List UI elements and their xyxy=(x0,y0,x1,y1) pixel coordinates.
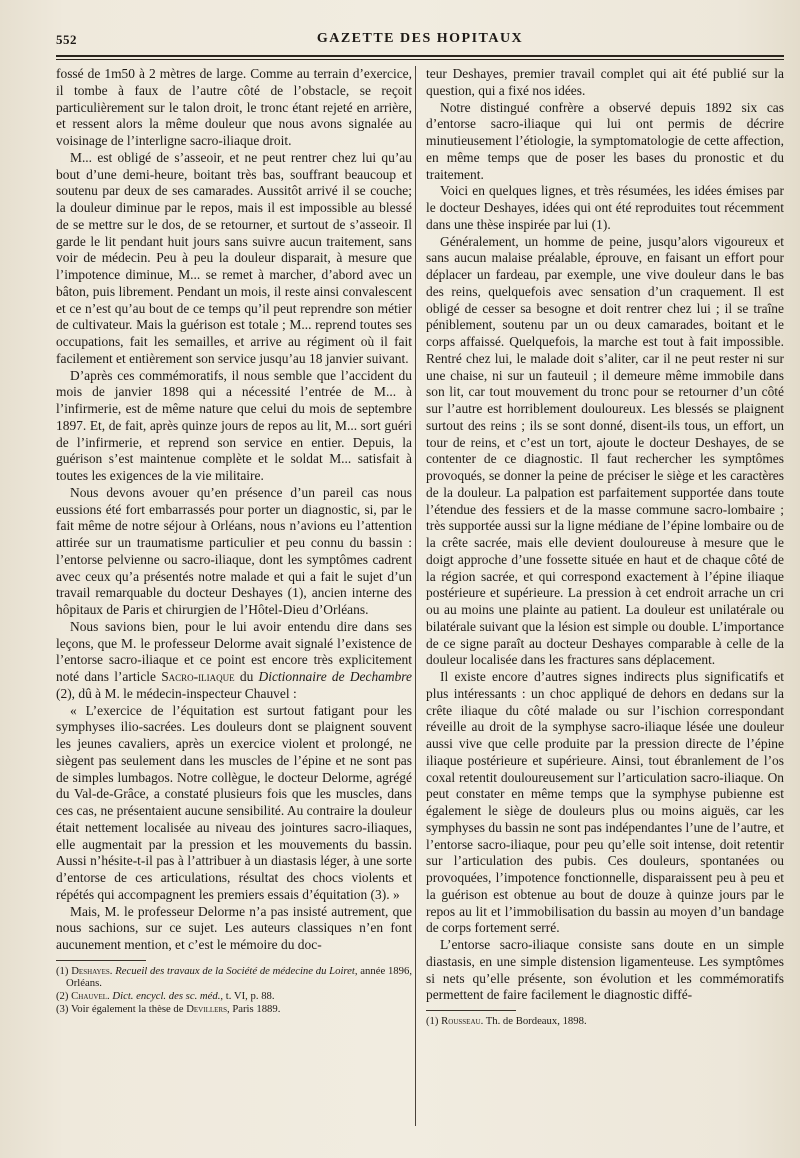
text-run: , Paris 1889. xyxy=(226,1002,281,1015)
text-run: (1) xyxy=(426,1015,442,1027)
article-title: Sacro-iliaque xyxy=(161,669,235,684)
publication-title: Recueil des travaux de la Société de médecine du Loiret xyxy=(115,964,355,977)
page-number: 552 xyxy=(56,32,77,47)
text-run: . Th. de Bordeaux, 1898. xyxy=(480,1015,587,1027)
author-name: Deshayes xyxy=(71,964,110,977)
text-run: (2) xyxy=(56,989,72,1002)
text-run: du xyxy=(234,669,259,684)
paragraph: teur Deshayes, premier travail complet qui ait été publié sur la question, qui a fixé nos idées. xyxy=(426,66,784,98)
footnote xyxy=(56,990,412,1003)
dictionary-title: Dictionnaire de Dechambre xyxy=(258,669,412,684)
paragraph: Mais, M. le professeur Delorme n’a pas insisté autrement, que nous sachions, sur ce sujet. Les auteurs classiques n’en font aucunement mention, et c’est le mémoire du doc- xyxy=(56,903,412,952)
left-column xyxy=(56,66,412,1126)
paragraph: Nous devons avouer qu’en présence d’un pareil cas nous eussions été fort embarrassés pour porter un diagnostic, si, par le fait même de notre séjour à Orléans, nous n’avions eu l’attention attirée sur un traumatisme particulier et peu connu du bassin : l’entorse pelvienne ou sacro-iliaque, dont les symptômes cadrent avec ceux qu’a présentés notre malade et qui a fait le sujet d’un travail remarquable du docteur Deshayes (1), ancien interne des hôpitaux de Paris et chirurgien de l’Hôtel-Dieu d’Orléans. xyxy=(56,484,412,617)
text-run: (2), dû à M. le médecin-inspecteur Chauvel : xyxy=(56,685,297,701)
paragraph: Notre distingué confrère a observé depuis 1892 six cas d’entorse sacro-iliaque qui lui ont permis de décrire minutieusement l’étiologie, la symptomatologie de cette affection, en même temps que de poser les bases du pronostic et du traitement. xyxy=(426,99,784,182)
paragraph: Généralement, un homme de peine, jusqu’alors vigoureux et sans aucun malaise préalable, éprouve, en faisant un effort pour déplacer un fardeau, par exemple, une vive douleur dans le bas des reins, quelquefois avec sensation d’un craquement. Il est obligé de cesser sa besogne et doit rentrer chez lui ; il se traîne péniblement, soutenu par un ou deux camarades, boitant et le corps affaissé. Quelquefois, la marche est tout à fait impossible. Rentré chez lui, le malade doit s’aliter, car il ne peut rester ni sur une chaise, ni sur un fauteuil ; il demeure même immobile dans son lit, car tout mouvement du tronc pour se retourner d’un côté sur l’autre est horriblement douloureux. Les blessés se plaignent surtout des reins ; ils se sont donné, disent-ils tous, un effort, un tour de reins, et c’est un tort, ajoute le docteur Deshayes, de se contenter de ce diagnostic. Il faut rechercher les symptômes provoqués, se donner la peine de préciser le siège et les caractères de la douleur. La palpation est parfaitement supportée dans toute l’étendue des fessiers et de la masse commune sacro-lombaire ; très supportée aussi sur la ligne médiane de l’épine lombaire ou de la crête sacrée, mais elle devient douloureuse à mesure que le doigt approche d’une fossette située en haut et de chaque côté de la région sacrée, et qui correspond exactement à l’épine iliaque postérieure et supérieure. La pression à cet endroit arrache un cri ou au moins une plainte au patient. La douleur est unilatérale ou bilatérale suivant que la lésion est simple ou double. L’importance de ce signe paraît au docteur Deshayes comparable à celle de la douleur localisée dans les fractures sans déplacement. xyxy=(426,233,784,668)
paragraph: L’entorse sacro-iliaque consiste sans doute en un simple diastasis, en une simple distension ligamenteuse. Les symptômes si nets qu’elle présente, son évolution et les commémoratifs permettent de faire facilement le diagnostic diffé- xyxy=(426,937,784,1003)
paragraph: Il existe encore d’autres signes indirects plus significatifs et plus intéressants : un choc appliqué de dehors en dedans sur la crête iliaque du côté malade ou sur l’ischion correspondant réveille au droit de la symphyse sacro-iliaque lésée une douleur aussi vive que celle produite par la pression directe de l’épine iliaque postérieure et supérieure. Ainsi, tout ébranlement de l’os coxal retentit douloureusement sur l’articulation sacro-iliaque. On peut constater en même temps que la symphyse pubienne est également le siège de douleurs plus ou moins aiguës, car les symphyses du bassin ne sont pas indépendantes l’une de l’autre, et l’entorse sacro-iliaque, pour peu qu’elle soit intense, doit retentir sur l’articulation des pubis. Ces douleurs, spontanées ou provoquées, l’impotence fonctionnelle, disparaissent peu à peu et la guérison est obtenue au bout de douze à quinze jours par le repos au lit et l’immobilisation du bassin au moyen d’un bandage de corps fortement serré. xyxy=(426,669,784,936)
author-name: Rousseau xyxy=(441,1015,481,1027)
paragraph: M... est obligé de s’asseoir, et ne peut rentrer chez lui qu’au bout d’une demi-heure, boitant très bas, souffrant beaucoup et soutenu par deux de ses camarades. Aussitôt arrivé il se couche; la douleur diminue par le repos, mais il est impossible au blessé de se mettre sur le dos, de se retourner, et surtout de s’asseoir. Il garde le lit pendant huit jours sans suivre aucun traitement, sans voir de médecin. Peu à peu la douleur disparait, à mesure que l’impotence diminue, M... se remet à marcher, d’abord avec un bâton, puis librement. Pendant un mois, il reste ainsi convalescent et ce n’est qu’au bout de ce temps qu’il peut reprendre son métier de cultivateur. Mais la guérison est totale ; M... reprend toutes ses occupations, fait les semailles, et arrive au régiment où il fait facilement et entièrement son service jusqu’au 18 janvier suivant. xyxy=(56,149,412,366)
text-run: . xyxy=(107,989,113,1002)
quotation: « L’exercice de l’équitation est surtout fatigant pour les symphyses ilio-sacrées. Les douleurs dont se plaignent souvent les jeunes cavaliers, après un exercice violent et prolongé, ne siègent pas seulement dans les muscles de l’épine et ne sont pas de simples lumbagos. Notre collègue, le docteur Delorme, agrégé du Val-de-Grâce, a constaté plusieurs fois que les muscles, dans ces cas, ne présentaient aucune sensibilité. Au contraire la douleur était nettement localisée au niveau des jointures sacro-iliaques, elle augmentait par la pression et les mouvements du bassin. Aussi n’hésite-t-il pas à l’attribuer à un diastasis léger, à une sorte d’entorse de ces articulations, résultat des chocs violents et répétés qui accompagnent les premiers essais d’équitation (3). » xyxy=(56,702,412,902)
column-divider xyxy=(415,66,416,1126)
footnote-rule xyxy=(426,1010,516,1011)
footnote xyxy=(426,1015,784,1028)
paragraph: Voici en quelques lignes, et très résumées, les idées émises par le docteur Deshayes, idées qui ont été reproduites tout récemment dans une thèse inspirée par lui (1). xyxy=(426,183,784,232)
footnote xyxy=(56,965,412,990)
paragraph: D’après ces commémoratifs, il nous semble que l’accident du mois de janvier 1898 qui a nécessité l’entrée de M... à l’infirmerie, est de même nature que celui du mois de septembre 1897. Et, de fait, après quinze jours de repos au lit, M... sort guéri de l’infirmerie, et reprend son service en entier. Depuis, la guérison s’est maintenue complète et le soldat M... satisfait à toutes les exigences de la vie militaire. xyxy=(56,367,412,483)
text-run: . xyxy=(109,964,116,977)
header-rule xyxy=(56,55,784,57)
paragraph xyxy=(56,619,412,703)
running-title: GAZETTE DES HOPITAUX xyxy=(316,31,524,46)
author-name: Devillers xyxy=(186,1002,227,1015)
text-run: , t. VI, p. 88. xyxy=(220,989,275,1002)
footnote xyxy=(56,1003,412,1016)
text-run: (1) xyxy=(56,964,72,977)
page-header xyxy=(56,24,784,58)
footnote-rule xyxy=(56,960,146,961)
header-rule-thin xyxy=(56,59,784,60)
publication-title: Dict. encycl. des sc. méd. xyxy=(112,989,221,1002)
text-run: Nous savions bien, pour le lui avoir entendu dire dans ses leçons, que M. le professeur Delorme avait signalé l’existence de l’entorse sacro-iliaque et ce point est encore très explicitement noté dans l’article xyxy=(56,618,412,684)
author-name: Chauvel xyxy=(71,989,108,1002)
paragraph: fossé de 1m50 à 2 mètres de large. Comme au terrain d’exercice, il tombe à faux de l’autre côté de l’obstacle, se reçoit particulièrement sur le talon droit, le tronc étant rejeté en arrière, et ressent alors la même douleur que nous avons signalée au voisinage de l’interligne sacro-iliaque droit. xyxy=(56,66,412,148)
text-run: (3) Voir également la thèse de xyxy=(56,1002,187,1015)
right-column xyxy=(426,66,784,1126)
text-run: , année 1896, Orléans. xyxy=(66,964,412,990)
